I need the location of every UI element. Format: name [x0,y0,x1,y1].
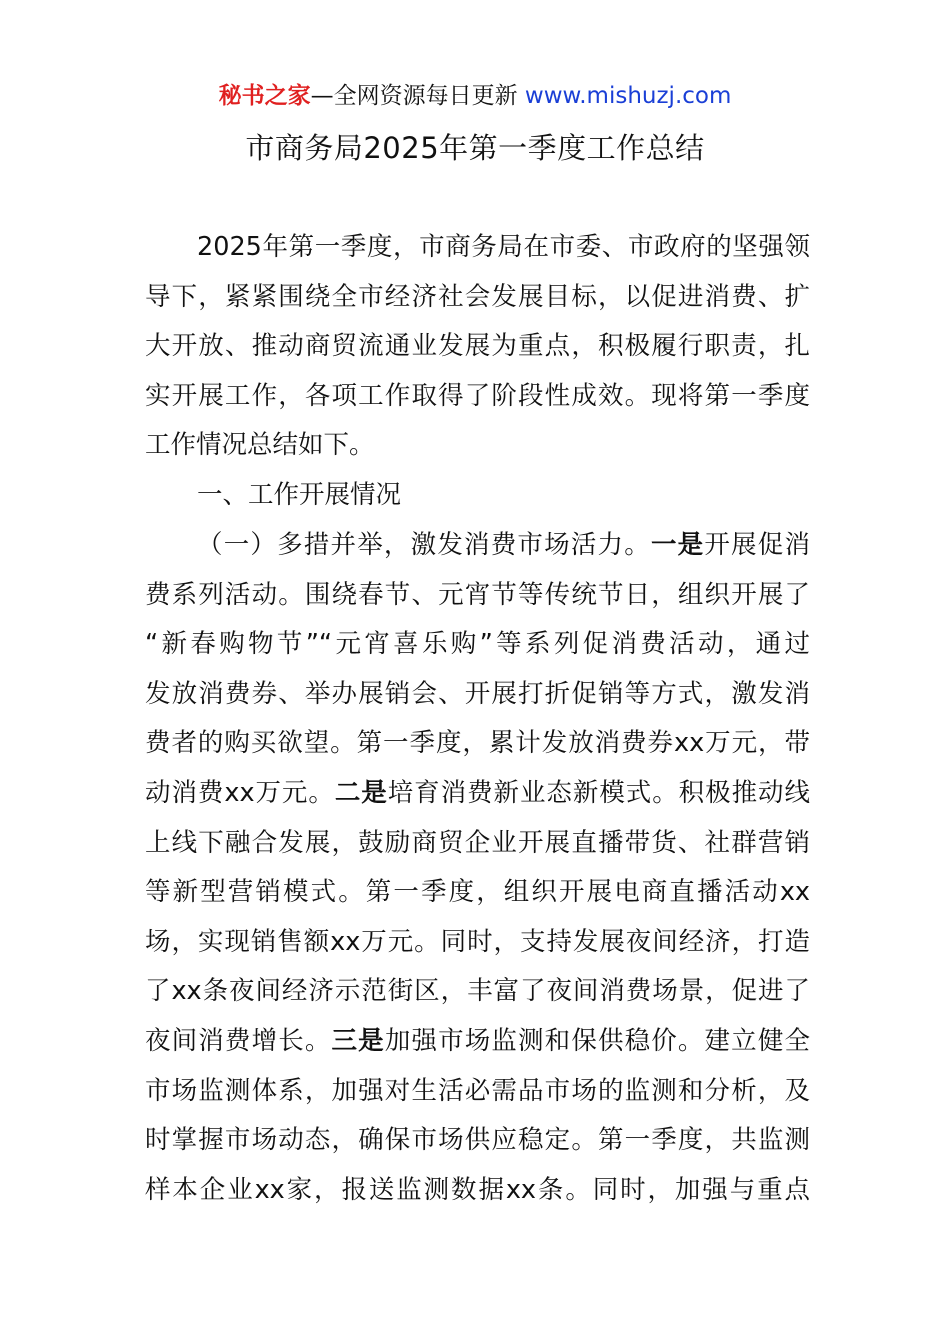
section-heading: 一、工作开展情况 [197,480,402,510]
paragraph-line: 场，实现销售额xx万元。同时，支持发展夜间经济，打造 [145,926,810,957]
section-heading-block [145,471,810,521]
paragraph-line: 实开展工作，各项工作取得了阶段性成效。现将第一季度 [145,380,810,411]
subheading-text: （一）多措并举，激发消费市场活力。 [197,530,651,560]
paragraph-line: 了xx条夜间经济示范街区，丰富了夜间消费场景，促进了 [145,976,810,1007]
line-text: 夜间消费增长。 [145,1025,332,1056]
paragraph-line: 费系列活动。围绕春节、元宵节等传统节日，组织开展了 [145,579,810,610]
document-title: 市商务局2025年第一季度工作总结 [245,131,705,165]
line-text: 加强市场监测和保供稳价。建立健全 [384,1025,810,1056]
line-text: 动消费xx万元。 [145,777,335,808]
paragraph-line: “新春购物节”“元宵喜乐购”等系列促消费活动，通过 [145,629,810,660]
paragraph-line: 发放消费券、举办展销会、开展打折促销等方式，激发消 [145,678,810,709]
line-text: 开展促消 [704,530,810,560]
paragraph-consumption [145,521,810,1215]
paragraph-line: 费者的购买欲望。第一季度，累计发放消费券xx万元，带 [145,728,810,759]
paragraph-line: 样本企业xx家，报送监测数据xx条。同时，加强与重点 [145,1174,810,1205]
bold-marker: 二是 [334,777,388,808]
paragraph-line [145,1017,810,1067]
paragraph-line: 时掌握市场动态，确保市场供应稳定。第一季度，共监测 [145,1125,810,1156]
paragraph-line: 工作情况总结如下。 [145,430,375,461]
bold-marker: 三是 [331,1025,385,1056]
paragraph-line [145,769,810,819]
bold-marker: 一是 [650,530,705,560]
paragraph-line: 2025年第一季度，市商务局在市委、市政府的坚强领 [197,232,810,262]
paragraph-line: 大开放、推动商贸流通业发展为重点，积极履行职责，扎 [145,331,810,362]
paragraph-line [145,521,810,571]
site-header [0,80,950,112]
paragraph-line: 市场监测体系，加强对生活必需品市场的监测和分析，及 [145,1075,810,1106]
brand-name: 秘书之家 [218,83,311,109]
paragraph-line: 上线下融合发展，鼓励商贸企业开展直播带货、社群营销 [145,827,810,858]
paragraph-line: 导下，紧紧围绕全市经济社会发展目标，以促进消费、扩 [145,281,810,312]
intro-paragraph [145,223,810,471]
header-tagline: —全网资源每日更新 [310,83,525,109]
site-url[interactable]: www.mishuzj.com [524,83,732,109]
paragraph-line: 等新型营销模式。第一季度，组织开展电商直播活动xx [145,877,810,908]
line-text: 培育消费新业态新模式。积极推动线 [387,777,810,808]
